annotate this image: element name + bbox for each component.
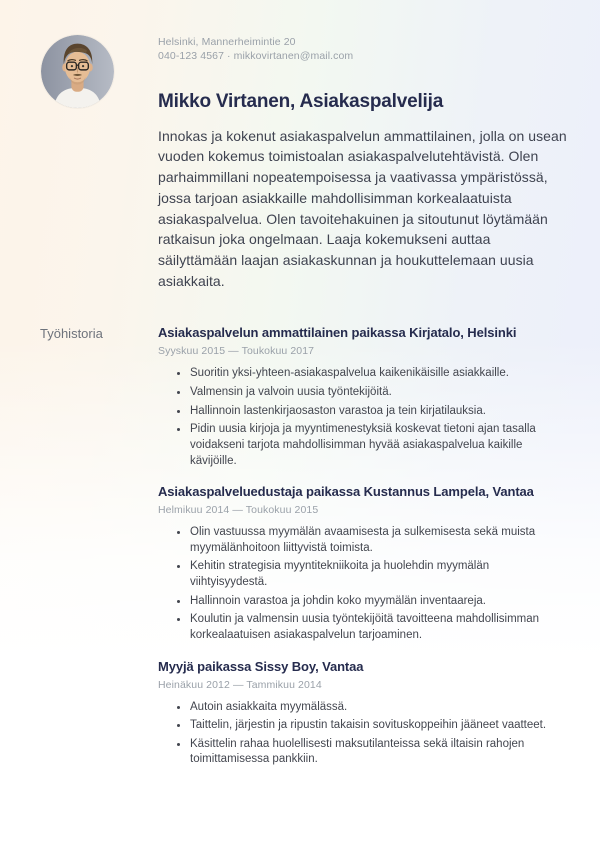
contact-block (158, 36, 443, 64)
job-bullet: • Taittelin, järjestin ja ripustin takaisin sovituskoppeihin jääneet vaatteet. (189, 718, 568, 734)
section-label-work-history: Työhistoria (40, 326, 103, 342)
job-bullet-list (158, 366, 568, 469)
job-entry (158, 484, 568, 643)
job-bullet: • Käsittelin rahaa huolellisesti maksutilanteissa sekä iltaisin rahojen toimittamisessa pankkiin. (189, 737, 568, 768)
job-entry (158, 659, 568, 769)
job-bullet: • Autoin asiakkaita myymälässä. (189, 700, 568, 716)
job-bullet: • Valmensin ja valvoin uusia työntekijöitä. (189, 385, 568, 401)
job-dates: Syyskuu 2015 — Toukokuu 2017 (158, 345, 315, 358)
job-list (158, 325, 568, 771)
job-dates: Heinäkuu 2012 — Tammikuu 2014 (158, 678, 322, 691)
job-bullet: • Hallinnoin lastenkirjaosaston varastoa ja tein kirjatilauksia. (189, 404, 568, 420)
resume-header (0, 0, 600, 113)
job-bullet: • Kehitin strategisia myyntitekniikoita ja huolehdin myymälän viihtyisyydestä. (189, 559, 568, 590)
avatar (41, 35, 114, 108)
job-entry (158, 325, 568, 469)
job-bullet: • Hallinnoin varastoa ja johdin koko myymälän inventaareja. (189, 594, 568, 610)
job-dates: Helmikuu 2014 — Toukokuu 2015 (158, 504, 319, 517)
header-text (158, 35, 443, 113)
job-bullet-list (158, 525, 568, 643)
name-title: Mikko Virtanen, Asiakaspalvelija (158, 90, 444, 112)
job-title: Asiakaspalvelun ammattilainen paikassa Kirjatalo, Helsinki (158, 325, 517, 341)
job-title: Asiakaspalveluedustaja paikassa Kustannus Lampela, Vantaa (158, 484, 534, 500)
avatar-photo (41, 35, 114, 108)
contact-phone-email: 040-123 4567 · mikkovirtanen@mail.com (158, 49, 354, 62)
profile-summary: Innokas ja kokenut asiakaspalvelun ammattilainen, jolla on usean vuoden kokemus toimistoalan asiakaspalvelutehtävistä. Olen parhaimmillani nopeatempoisessa ja vaativassa ympäristössä, jossa tarjoan asiakkaille mahdollisimman korkealaatuista asiakaspalvelua. Olen tavoitehakuinen ja sitoutunut löytämään ratkaisun joka ongelmaan. Laaja kokemukseni auttaa säilyttämään laajan asiakaskunnan ja houkuttelemaan uusia asiakkaita. (158, 127, 567, 289)
job-bullet-list (158, 700, 568, 769)
work-history-section (0, 325, 600, 771)
job-title: Myyjä paikassa Sissy Boy, Vantaa (158, 658, 364, 674)
job-bullet: • Olin vastuussa myymälän avaamisesta ja sulkemisesta sekä muista myymälänhoitoon liittyvistä toimista. (189, 525, 568, 556)
job-bullet: • Suoritin yksi-yhteen-asiakaspalvelua kaikenikäisille asiakkaille. (189, 366, 568, 382)
contact-address: Helsinki, Mannerheimintie 20 (158, 36, 296, 48)
job-bullet: • Koulutin ja valmensin uusia työntekijöitä tavoitteena mahdollisimman korkealaatuisen asiakaspalvelun tarjoaminen. (189, 612, 568, 643)
job-bullet: • Pidin uusia kirjoja ja myyntimenestyksiä koskevat tietoni ajan tasalla voidakseni tarjota mahdollisimman hyvää asiakaspalvelua kaikille kävijöille. (189, 422, 568, 469)
